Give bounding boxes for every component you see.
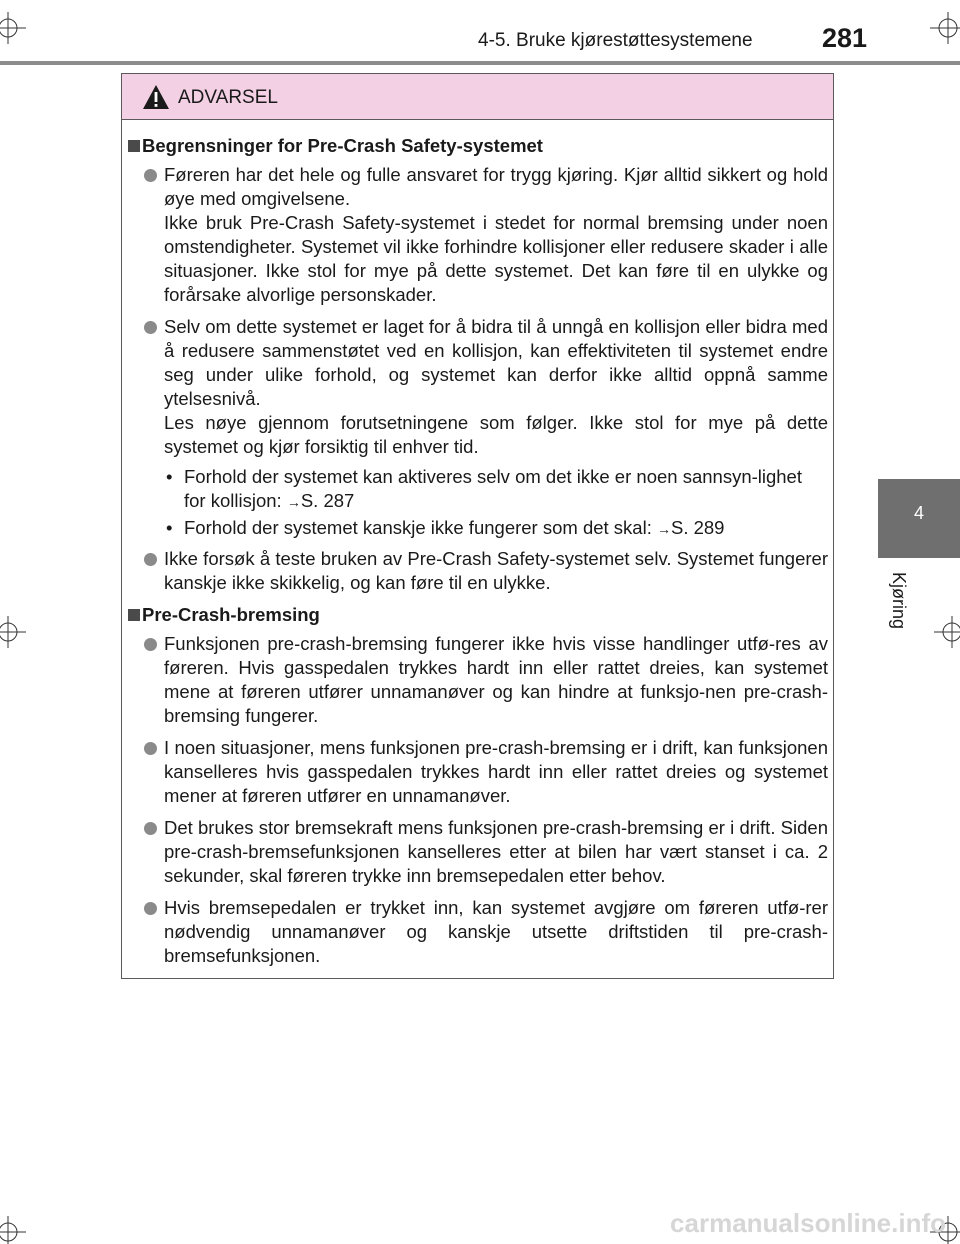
warning-header — [122, 74, 833, 120]
paragraph: Les nøye gjennom forutsetningene som følger. Ikke stol for mye på dette systemet og kjør forsiktig til enhver tid. — [164, 412, 828, 457]
round-bullet-icon — [144, 742, 157, 755]
list-item — [128, 547, 828, 595]
paragraph: Det brukes stor bremsekraft mens funksjonen pre-crash-bremsing er i drift. Siden pre-crash-bremsefunksjonen kanselleres etter at bilen har vært stanset i ca. 2 sekunder, skal føreren trykke inn bremsepedalen etter behov. — [164, 817, 828, 886]
arrow-icon: → — [286, 494, 301, 510]
round-bullet-icon — [144, 169, 157, 182]
list-item — [128, 632, 828, 728]
paragraph: Funksjonen pre-crash-bremsing fungerer ikke hvis visse handlinger utfø-res av føreren. Hvis gasspedalen trykkes hardt inn eller rattet dreies, kan systemet mene at føreren utfører unnamanøver og kan hindre at funksjo-nen pre-crash-bremsing fungerer. — [164, 633, 828, 726]
paragraph: Hvis bremsepedalen er trykket inn, kan systemet avgjøre om føreren utfø-rer nødvendig unnamanøver og kanskje utsette driftstiden til pre-crash-bremsefunksjonen. — [164, 897, 828, 966]
chapter-tab — [878, 479, 960, 558]
sub-list-item: • Forhold der systemet kanskje ikke fungerer som det skal: →S. 289 — [166, 517, 725, 538]
paragraph: Føreren har det hele og fulle ansvaret for trygg kjøring. Kjør alltid sikkert og hold øye med omgivelsene. — [164, 164, 828, 209]
square-bullet-icon — [128, 140, 140, 152]
warning-triangle-icon — [142, 84, 170, 110]
watermark: carmanualsonline.info — [670, 1208, 946, 1238]
round-bullet-icon — [144, 321, 157, 334]
chapter-tab-label-wrap — [880, 568, 920, 638]
arrow-icon: → — [656, 521, 671, 537]
sub-item-text: Forhold der systemet kanskje ikke fungerer som det skal: — [184, 517, 657, 538]
page-number: 281 — [822, 23, 868, 53]
header-divider — [0, 61, 960, 65]
round-bullet-icon — [144, 553, 157, 566]
list-item — [128, 163, 828, 307]
paragraph: Ikke forsøk å teste bruken av Pre-Crash Safety-systemet selv. Systemet fungerer kanskje ikke skikkelig, og kan føre til en ulykke. — [164, 548, 828, 593]
chapter-tab-number: 4 — [913, 503, 924, 523]
section-heading-text: Pre-Crash-bremsing — [142, 604, 320, 625]
list-item — [128, 816, 828, 888]
chapter-title: 4-5. Bruke kjørestøttesystemene — [478, 30, 753, 51]
section-heading — [128, 603, 828, 627]
warning-box — [121, 73, 834, 979]
warning-title: ADVARSEL — [178, 87, 278, 108]
paragraph: Selv om dette systemet er laget for å bidra til å unngå en kollisjon eller bidra med å redusere sammenstøtet ved en kollisjon, kan effektiviteten til systemet endre seg under ulike forhold, og systemet kan derfor ikke alltid oppnå samme ytelsesnivå. — [164, 316, 828, 409]
paragraph: I noen situasjoner, mens funksjonen pre-crash-bremsing er i drift, kan funksjonen kanselleres hvis gasspedalen trykkes hardt inn eller rattet dreies og systemet mener at føreren utfører en unnamanøver. — [164, 737, 828, 806]
round-bullet-icon — [144, 638, 157, 651]
page-reference-link[interactable]: S. 289 — [670, 517, 725, 538]
page-reference-link[interactable]: S. 287 — [300, 490, 355, 511]
warning-content — [128, 134, 828, 976]
list-item — [128, 736, 828, 808]
list-item — [128, 315, 828, 459]
sub-list-item: • Forhold der systemet kan aktiveres selv om det ikke er noen sannsyn-lighet for kollisjon: →S. 287 — [166, 466, 802, 511]
sub-item-text: Forhold der systemet kan aktiveres selv om det ikke er noen sannsyn-lighet for kollisjon: — [184, 466, 802, 511]
list-item — [128, 896, 828, 968]
round-bullet-icon — [144, 822, 157, 835]
round-bullet-icon — [144, 902, 157, 915]
chapter-tab-label: Kjøring — [889, 571, 910, 630]
square-bullet-icon — [128, 609, 140, 621]
paragraph: Ikke bruk Pre-Crash Safety-systemet i stedet for normal bremsing under noen omstendigheter. Systemet vil ikke forhindre kollisjoner eller redusere skader i alle situasjoner. Ikke stol for mye på dette systemet. Det kan føre til en ulykke og forårsake alvorlige personskader. — [164, 212, 828, 305]
section-heading — [128, 134, 828, 158]
section-heading-text: Begrensninger for Pre-Crash Safety-systemet — [142, 135, 543, 156]
